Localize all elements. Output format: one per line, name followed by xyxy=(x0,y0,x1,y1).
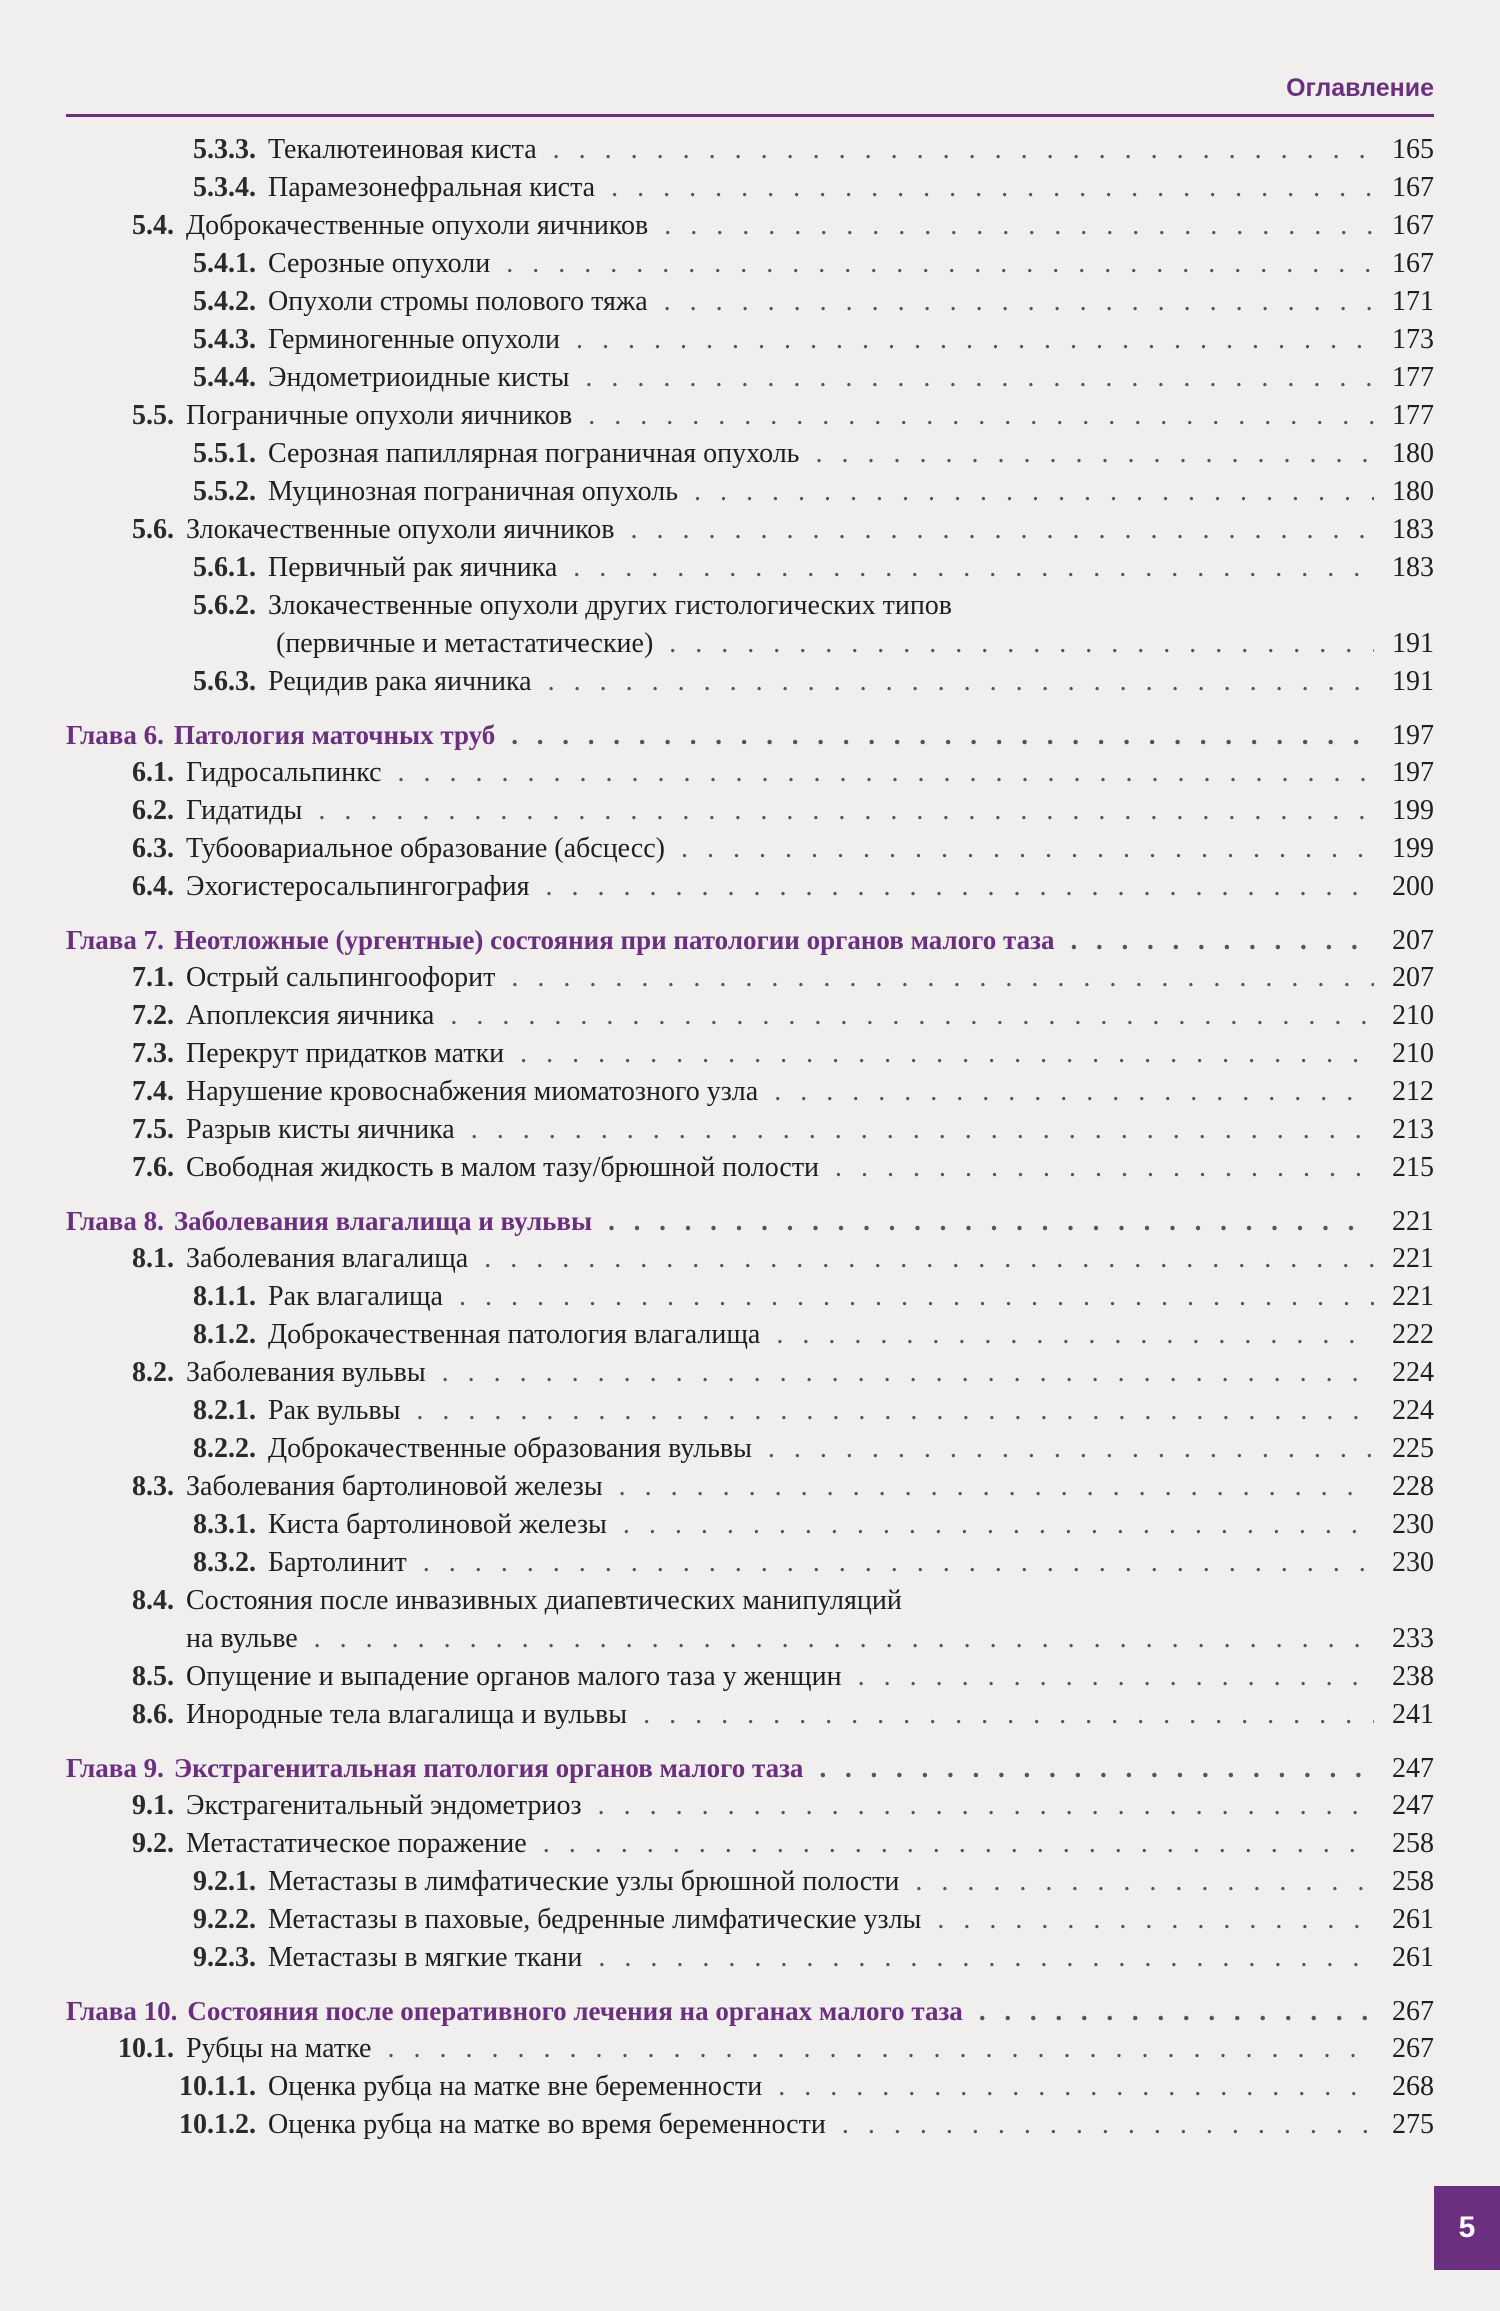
toc-page-number: 275 xyxy=(1392,2109,1434,2140)
toc-entry-number: 8.1. xyxy=(132,1243,174,1274)
toc-entry-number: 5.4.4. xyxy=(193,362,256,393)
toc-page-number: 199 xyxy=(1392,833,1434,864)
toc-entry-number: 5.6.3. xyxy=(193,666,256,697)
toc-entry-title: Серозные опухоли xyxy=(268,248,491,279)
dot-leader xyxy=(937,1900,1374,1940)
toc-page-number: 224 xyxy=(1392,1395,1434,1426)
toc-entry-row xyxy=(0,168,1434,208)
dot-leader xyxy=(778,2067,1374,2107)
toc-entry-row xyxy=(0,1315,1434,1355)
dot-leader xyxy=(858,1657,1374,1697)
dot-leader xyxy=(979,1991,1374,2031)
toc-page-number: 268 xyxy=(1392,2071,1434,2102)
toc-page-number: 258 xyxy=(1392,1866,1434,1897)
toc-entry-title: Злокачественные опухоли яичников xyxy=(186,514,615,545)
toc-entry-number: 6.4. xyxy=(132,871,174,902)
toc-entry-title: Злокачественные опухоли других гистологических типов xyxy=(268,590,953,621)
dot-leader xyxy=(471,1110,1374,1150)
toc-entry-row xyxy=(0,2105,1434,2145)
dot-leader xyxy=(318,791,1374,831)
toc-page-number: 191 xyxy=(1392,666,1434,697)
toc-entry-number: 5.6.1. xyxy=(193,552,256,583)
toc-entry-row xyxy=(0,2067,1434,2107)
toc-entry-number: 5.6. xyxy=(132,514,174,545)
dot-leader xyxy=(548,662,1374,702)
toc-entry-number: 5.4.3. xyxy=(193,324,256,355)
toc-entry-number: Глава 6. xyxy=(66,720,164,750)
toc-page-number: 215 xyxy=(1392,1152,1434,1183)
dot-leader xyxy=(664,282,1374,322)
toc-page-number: 207 xyxy=(1392,925,1434,956)
toc-chapter-row xyxy=(0,715,1434,755)
toc-entry-row xyxy=(0,1391,1434,1431)
toc-entry-row xyxy=(0,548,1434,588)
toc-entry-number: 6.2. xyxy=(132,795,174,826)
toc-entry-number: 9.2.1. xyxy=(193,1866,256,1897)
toc-entry-row xyxy=(0,244,1434,284)
dot-leader xyxy=(506,244,1374,284)
dot-leader xyxy=(776,1315,1374,1355)
toc-page-number: 222 xyxy=(1392,1319,1434,1350)
toc-entry-number: 10.1.1. xyxy=(179,2071,256,2102)
toc-entry-row xyxy=(0,662,1434,702)
toc-entry-number: 7.6. xyxy=(132,1152,174,1183)
toc-entry-number: 7.4. xyxy=(132,1076,174,1107)
toc-entry-row xyxy=(0,1239,1434,1279)
toc-entry-number: 5.4.2. xyxy=(193,286,256,317)
toc-entry-title: Разрыв кисты яичника xyxy=(186,1114,455,1145)
toc-entry-title: Герминогенные опухоли xyxy=(268,324,561,355)
toc-entry-title: Рецидив рака яичника xyxy=(268,666,532,697)
dot-leader xyxy=(664,206,1374,246)
toc-entry-title: Рак вульвы xyxy=(268,1395,401,1426)
toc-entry-number: 8.5. xyxy=(132,1661,174,1692)
toc-page-number: 230 xyxy=(1392,1509,1434,1540)
dot-leader xyxy=(520,1034,1374,1074)
toc-page-number: 210 xyxy=(1392,1000,1434,1031)
toc-entry-row xyxy=(0,320,1434,360)
toc-entry-row xyxy=(0,1034,1434,1074)
toc-entry-number: 7.1. xyxy=(132,962,174,993)
dot-leader xyxy=(608,1201,1374,1241)
toc-entry-title: Экстрагенитальная патология органов малого таза xyxy=(173,1753,804,1783)
toc-entry-row xyxy=(0,958,1434,998)
dot-leader xyxy=(511,958,1374,998)
toc-entry-title: Метастазы в паховые, бедренные лимфатические узлы xyxy=(268,1904,922,1935)
toc-page-number: 191 xyxy=(1392,628,1434,659)
toc-entry-title: Доброкачественная патология влагалища xyxy=(268,1319,761,1350)
toc-entry-title: Тубоовариальное образование (абсцесс) xyxy=(186,833,665,864)
toc-page-number: 261 xyxy=(1392,1904,1434,1935)
toc-entry-title: Гидатиды xyxy=(186,795,303,826)
toc-entry-number: 10.1.2. xyxy=(179,2109,256,2140)
toc-entry-row xyxy=(0,867,1434,907)
toc-page-number: 212 xyxy=(1392,1076,1434,1107)
toc-entry-title: Серозная папиллярная пограничная опухоль xyxy=(268,438,800,469)
toc-entry-row xyxy=(0,1862,1434,1902)
toc-entry-title: Опухоли стромы полового тяжа xyxy=(268,286,648,317)
toc-entry-number: Глава 9. xyxy=(66,1753,164,1783)
toc-chapter-row xyxy=(0,1991,1434,2031)
dot-leader xyxy=(314,1619,1374,1659)
toc-entry-title: Метастатическое поражение xyxy=(186,1828,527,1859)
dot-leader xyxy=(450,996,1374,1036)
toc-page-number: 167 xyxy=(1392,248,1434,279)
toc-chapter-row xyxy=(0,1201,1434,1241)
toc-page-number: 177 xyxy=(1392,362,1434,393)
dot-leader xyxy=(442,1353,1374,1393)
dot-leader xyxy=(611,168,1374,208)
toc-entry-title: Нарушение кровоснабжения миоматозного узла xyxy=(186,1076,759,1107)
toc-entry-title: Перекрут придатков матки xyxy=(186,1038,505,1069)
toc-entry-title: Экстрагенитальный эндометриоз xyxy=(186,1790,582,1821)
toc-page-number: 177 xyxy=(1392,400,1434,431)
toc-entry-number: Глава 7. xyxy=(66,925,164,955)
toc-entry-number: 5.3.3. xyxy=(193,134,256,165)
toc-entry-number: 8.2. xyxy=(132,1357,174,1388)
toc-entry-row xyxy=(0,1110,1434,1150)
toc-entry-title: Заболевания бартолиновой железы xyxy=(186,1471,603,1502)
dot-leader xyxy=(598,1786,1374,1826)
toc-entry-row xyxy=(0,1938,1434,1978)
toc-entry-title: Заболевания вульвы xyxy=(186,1357,426,1388)
toc-entry-number: 5.4. xyxy=(132,210,174,241)
dot-leader xyxy=(553,130,1374,170)
toc-entry-title: Муцинозная пограничная опухоль xyxy=(268,476,679,507)
toc-entry-row xyxy=(0,829,1434,869)
toc-page-number: 230 xyxy=(1392,1547,1434,1578)
dot-leader xyxy=(619,1467,1374,1507)
toc-entry-row xyxy=(0,472,1434,512)
dot-leader xyxy=(423,1543,1374,1583)
toc-entry-row xyxy=(0,1657,1434,1697)
dot-leader xyxy=(819,1748,1374,1788)
toc-entry-row xyxy=(0,206,1434,246)
toc-entry-number: 9.2. xyxy=(132,1828,174,1859)
toc-entry-number: 8.3.2. xyxy=(193,1547,256,1578)
dot-leader xyxy=(681,829,1374,869)
toc-entry-title: Заболевания влагалища xyxy=(186,1243,469,1274)
toc-entry-number: 8.1.2. xyxy=(193,1319,256,1350)
toc-entry-row xyxy=(0,1505,1434,1545)
toc-entry-row xyxy=(0,1148,1434,1188)
toc-page-number: 238 xyxy=(1392,1661,1434,1692)
toc-page-number: 247 xyxy=(1392,1790,1434,1821)
dot-leader xyxy=(842,2105,1374,2145)
toc-entry-row xyxy=(0,586,1434,626)
dot-leader xyxy=(573,548,1374,588)
toc-page-number: 200 xyxy=(1392,871,1434,902)
toc-entry-title: Первичный рак яичника xyxy=(268,552,558,583)
toc-entry-row xyxy=(0,1353,1434,1393)
dot-leader xyxy=(387,2029,1374,2069)
toc-entry-number: 7.3. xyxy=(132,1038,174,1069)
toc-page-number: 167 xyxy=(1392,210,1434,241)
toc-entry-title: Бартолинит xyxy=(268,1547,407,1578)
toc-entry-row xyxy=(0,996,1434,1036)
toc-entry-number: 7.5. xyxy=(132,1114,174,1145)
toc-chapter-row xyxy=(0,920,1434,960)
toc-entry-title: Инородные тела влагалища и вульвы xyxy=(186,1699,628,1730)
toc-entry-title: Доброкачественные образования вульвы xyxy=(268,1433,752,1464)
toc-entry-number: 5.5.1. xyxy=(193,438,256,469)
toc-entry-title: Состояния после инвазивных диапевтических манипуляций xyxy=(186,1585,902,1616)
dot-leader xyxy=(484,1239,1374,1279)
toc-entry-title: Рубцы на матке xyxy=(186,2033,372,2064)
toc-entry-row xyxy=(0,396,1434,436)
toc-entry-number: 9.2.3. xyxy=(193,1942,256,1973)
dot-leader xyxy=(915,1862,1374,1902)
toc-entry-row xyxy=(0,1429,1434,1469)
toc-entry-row xyxy=(0,434,1434,474)
dot-leader xyxy=(459,1277,1374,1317)
toc-page-number: 241 xyxy=(1392,1699,1434,1730)
toc-entry-number: 5.5. xyxy=(132,400,174,431)
toc-entry-title: Пограничные опухоли яичников xyxy=(186,400,573,431)
toc-entry-number: 9.1. xyxy=(132,1790,174,1821)
toc-entry-number: 7.2. xyxy=(132,1000,174,1031)
toc-entry-title: Апоплексия яичника xyxy=(186,1000,435,1031)
toc-entry-row xyxy=(0,1619,1434,1659)
dot-leader xyxy=(588,396,1374,436)
toc-entry-row xyxy=(0,282,1434,322)
toc-page-number: 210 xyxy=(1392,1038,1434,1069)
toc-entry-title: Оценка рубца на матке во время беременности xyxy=(268,2109,826,2140)
dot-leader xyxy=(694,472,1374,512)
toc-entry-title: Парамезонефральная киста xyxy=(268,172,596,203)
toc-page-number: 224 xyxy=(1392,1357,1434,1388)
toc-entry-row xyxy=(0,1467,1434,1507)
toc-entry-number: 6.1. xyxy=(132,757,174,788)
toc-entry-row xyxy=(0,753,1434,793)
running-header: Оглавление xyxy=(1286,74,1434,102)
toc-page-number: 221 xyxy=(1392,1243,1434,1274)
toc-page-number: 261 xyxy=(1392,1942,1434,1973)
toc-entry-number: 8.6. xyxy=(132,1699,174,1730)
toc-entry-title: Доброкачественные опухоли яичников xyxy=(186,210,649,241)
toc-entry-title: Эхогистеросальпингография xyxy=(186,871,530,902)
toc-page-number: 183 xyxy=(1392,552,1434,583)
toc-page-number: 183 xyxy=(1392,514,1434,545)
toc-page-number: 180 xyxy=(1392,476,1434,507)
toc-entry-title: Метастазы в мягкие ткани xyxy=(268,1942,583,1973)
dot-leader xyxy=(643,1695,1374,1735)
toc-entry-title: Текалютеиновая киста xyxy=(268,134,537,165)
toc-entry-title: (первичные и метастатические) xyxy=(276,628,654,659)
dot-leader xyxy=(631,510,1374,550)
toc-page-number: 221 xyxy=(1392,1281,1434,1312)
toc-entry-row xyxy=(0,791,1434,831)
toc-entry-number: 5.4.1. xyxy=(193,248,256,279)
toc-entry-title: Метастазы в лимфатические узлы брюшной полости xyxy=(268,1866,900,1897)
toc-entry-number: 8.2.2. xyxy=(193,1433,256,1464)
toc-entry-number: 10.1. xyxy=(118,2033,174,2064)
dot-leader xyxy=(598,1938,1374,1978)
toc-entry-number: 5.5.2. xyxy=(193,476,256,507)
toc-entry-title: Гидросальпинкс xyxy=(186,757,382,788)
toc-entry-number: Глава 10. xyxy=(66,1996,178,2026)
toc-page-number: 267 xyxy=(1392,1996,1434,2027)
toc-entry-row xyxy=(0,1543,1434,1583)
toc-entry-title: Состояния после оперативного лечения на органах малого таза xyxy=(187,1996,963,2026)
toc-entry-title: Киста бартолиновой железы xyxy=(268,1509,607,1540)
page-number-tab: 5 xyxy=(1434,2186,1500,2270)
toc-page-number: 221 xyxy=(1392,1206,1434,1237)
toc-entry-row xyxy=(0,1581,1434,1621)
dot-leader xyxy=(669,624,1374,664)
dot-leader xyxy=(585,358,1374,398)
toc-page-number: 167 xyxy=(1392,172,1434,203)
toc-entry-title: Эндометриоидные кисты xyxy=(268,362,570,393)
toc-entry-row xyxy=(0,1277,1434,1317)
toc-entry-title: Опущение и выпадение органов малого таза у женщин xyxy=(186,1661,842,1692)
toc-entry-number: 9.2.2. xyxy=(193,1904,256,1935)
toc-chapter-row xyxy=(0,1748,1434,1788)
toc-entry-number: 8.3.1. xyxy=(193,1509,256,1540)
dot-leader xyxy=(543,1824,1374,1864)
dot-leader xyxy=(623,1505,1374,1545)
toc-entry-number: 5.3.4. xyxy=(193,172,256,203)
toc-page-number: 228 xyxy=(1392,1471,1434,1502)
dot-leader xyxy=(416,1391,1374,1431)
toc-entry-title: Свободная жидкость в малом тазу/брюшной полости xyxy=(186,1152,820,1183)
toc-entry-row xyxy=(0,1900,1434,1940)
toc-page-number: 213 xyxy=(1392,1114,1434,1145)
toc-entry-title: Патология маточных труб xyxy=(173,720,496,750)
toc-entry-row xyxy=(0,1695,1434,1735)
toc-entry-title: на вульве xyxy=(186,1623,298,1654)
toc-page-number: 197 xyxy=(1392,720,1434,751)
toc-entry-title: Оценка рубца на матке вне беременности xyxy=(268,2071,763,2102)
toc-page-number: 258 xyxy=(1392,1828,1434,1859)
dot-leader xyxy=(1070,920,1374,960)
toc-entry-row xyxy=(0,2029,1434,2069)
toc-page-number: 225 xyxy=(1392,1433,1434,1464)
toc-entry-title: Острый сальпингоофорит xyxy=(186,962,496,993)
toc-entry-title: Рак влагалища xyxy=(268,1281,443,1312)
dot-leader xyxy=(835,1148,1374,1188)
toc-page-number: 165 xyxy=(1392,134,1434,165)
toc-page-number: 197 xyxy=(1392,757,1434,788)
toc-entry-title: Заболевания влагалища и вульвы xyxy=(173,1206,593,1236)
toc-entry-number: 5.6.2. xyxy=(193,590,256,621)
toc-entry-number: 8.3. xyxy=(132,1471,174,1502)
dot-leader xyxy=(398,753,1374,793)
toc-page-number: 233 xyxy=(1392,1623,1434,1654)
toc-entry-row xyxy=(0,1072,1434,1112)
toc-entry-row xyxy=(0,130,1434,170)
dot-leader xyxy=(576,320,1374,360)
dot-leader xyxy=(774,1072,1374,1112)
dot-leader xyxy=(815,434,1374,474)
toc-entry-row xyxy=(0,624,1434,664)
toc-page-number: 199 xyxy=(1392,795,1434,826)
toc-entry-row xyxy=(0,510,1434,550)
toc-entry-row xyxy=(0,358,1434,398)
toc-entry-number: 8.1.1. xyxy=(193,1281,256,1312)
toc-page-number: 173 xyxy=(1392,324,1434,355)
dot-leader xyxy=(511,715,1374,755)
toc-page-number: 247 xyxy=(1392,1753,1434,1784)
toc-entry-number: 8.4. xyxy=(132,1585,174,1616)
toc-page-number: 171 xyxy=(1392,286,1434,317)
toc-page-number: 180 xyxy=(1392,438,1434,469)
toc-entry-row xyxy=(0,1824,1434,1864)
dot-leader xyxy=(768,1429,1374,1469)
toc-entry-number: 6.3. xyxy=(132,833,174,864)
toc-page-number: 267 xyxy=(1392,2033,1434,2064)
dot-leader xyxy=(546,867,1374,907)
toc-entry-number: 8.2.1. xyxy=(193,1395,256,1426)
toc-page-number: 207 xyxy=(1392,962,1434,993)
toc-entry-title: Неотложные (ургентные) состояния при патологии органов малого таза xyxy=(173,925,1055,955)
toc-entry-number: Глава 8. xyxy=(66,1206,164,1236)
toc-entry-row xyxy=(0,1786,1434,1826)
